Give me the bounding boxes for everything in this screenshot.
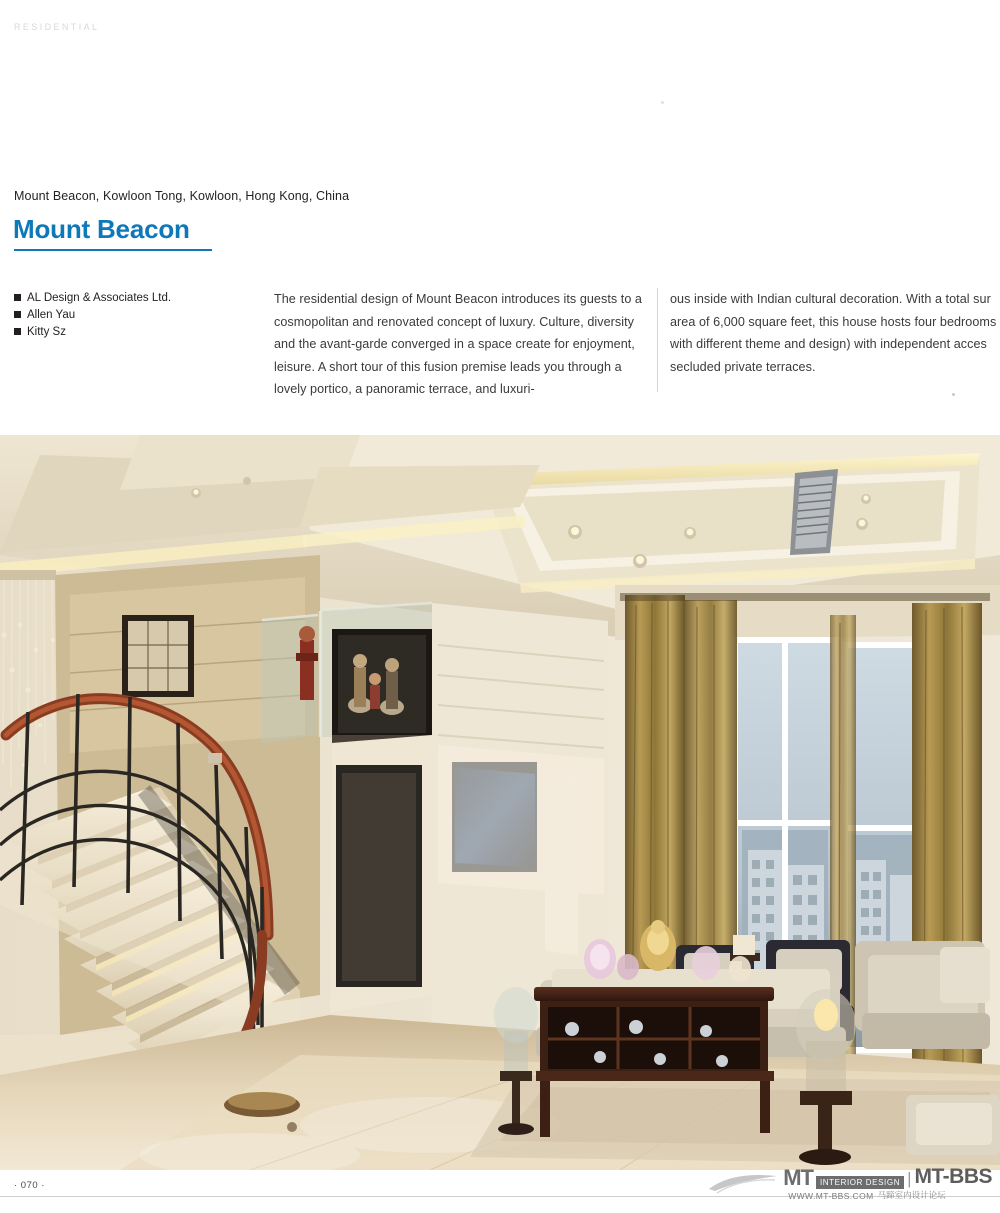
body-text-column-2: ous inside with Indian cultural decoration. With a total sur area of 6,000 square feet, this house hosts four bedrooms with different theme and design) with independent acces secluded private terraces. xyxy=(670,292,997,374)
title-underline xyxy=(14,249,212,251)
watermark-chinese-label: 马蹄室内设计论坛 xyxy=(877,1190,946,1200)
watermark-separator: | xyxy=(907,1169,912,1188)
watermark-row-2 xyxy=(783,1189,992,1201)
watermark xyxy=(707,1165,992,1201)
decorative-dot xyxy=(952,393,955,396)
list-item xyxy=(14,290,244,306)
body-text-column-1: The residential design of Mount Beacon introduces its guests to a cosmopolitan and renovated concept of luxury. Culture, diversity and the avant-garde converged in a space create for enjoyment, leisure. A short tour of this fusion premise leads you through a lovely portico, a panoramic terrace, and luxuri- xyxy=(274,292,642,396)
watermark-row-1 xyxy=(783,1165,992,1189)
swoosh-icon xyxy=(707,1171,779,1195)
credit-label: Allen Yau xyxy=(27,309,76,321)
square-bullet-icon xyxy=(14,311,21,318)
page-title: Mount Beacon xyxy=(13,214,190,244)
credits-list xyxy=(14,290,244,341)
square-bullet-icon xyxy=(14,294,21,301)
running-head: RESIDENTIAL xyxy=(14,22,100,32)
list-item xyxy=(14,324,244,340)
watermark-brand-2: MT-BBS xyxy=(914,1165,992,1188)
column-divider xyxy=(657,288,658,392)
square-bullet-icon xyxy=(14,328,21,335)
decorative-dot xyxy=(661,101,664,104)
page-number: · 070 · xyxy=(14,1180,45,1191)
list-item xyxy=(14,307,244,323)
watermark-url: WWW.MT-BBS.COM xyxy=(788,1191,874,1201)
credit-label: Kitty Sz xyxy=(27,326,66,338)
watermark-text xyxy=(783,1165,992,1201)
article-location: Mount Beacon, Kowloon Tong, Kowloon, Hong Kong, China xyxy=(14,189,350,203)
watermark-brand: MT xyxy=(783,1165,813,1190)
watermark-tagline: INTERIOR DESIGN xyxy=(816,1176,904,1189)
credit-label: AL Design & Associates Ltd. xyxy=(27,292,172,304)
article-photo xyxy=(0,435,1000,1170)
